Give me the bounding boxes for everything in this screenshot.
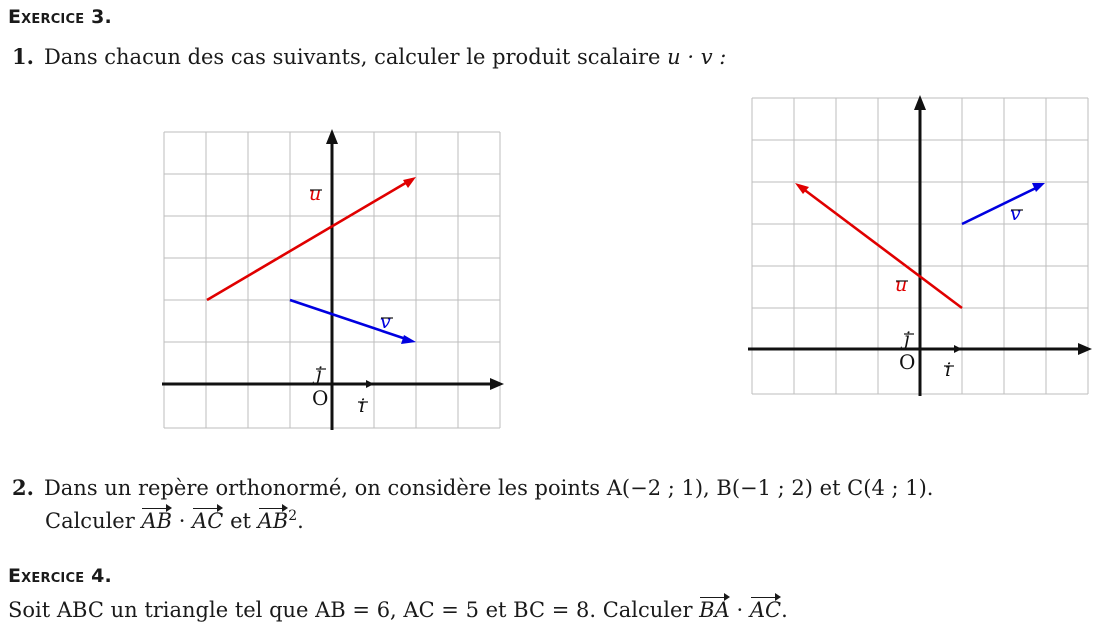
graph-1-i-label: i — [359, 395, 366, 417]
question-1-math: u · v : — [667, 45, 727, 69]
question-2-text: Dans un repère orthonormé, on considère les points A(−2 ; 1), B(−1 ; 2) et C(4 ; 1). — [43, 476, 934, 500]
vector-u-2 — [802, 188, 962, 308]
graph-2-v-label: v — [1010, 203, 1021, 225]
exercise-4-sentence: Soit ABC un triangle tel que AB = 6, AC = 5 et BC = 8. Calculer — [8, 598, 693, 622]
exercise-4-text — [8, 598, 788, 622]
question-2-prefix: Calculer — [45, 509, 135, 533]
vector-ab-squared: AB — [257, 509, 289, 533]
question-1-text: Dans chacun des cas suivants, calculer le produit scalaire — [43, 45, 661, 69]
graph-2-u-label: u — [895, 274, 908, 296]
graph-2-origin-label: O — [899, 350, 916, 374]
question-2-number: 2. — [12, 475, 34, 500]
graph-2-i-label: i — [945, 359, 952, 381]
question-1-number: 1. — [12, 44, 34, 69]
exponent-2: 2 — [288, 508, 298, 524]
vector-ba: BA — [699, 598, 730, 622]
graph-1-u-label: u — [309, 183, 322, 205]
graph-1 — [155, 125, 515, 435]
vector-u-1-arrowhead — [403, 177, 416, 188]
dot-operator: · — [178, 509, 186, 533]
vector-ac-ex4: AC — [749, 598, 782, 622]
vector-v-2 — [962, 187, 1038, 224]
vector-v-2-arrowhead — [1032, 183, 1045, 192]
vector-v-1 — [290, 300, 409, 340]
question-2-end: . — [297, 509, 304, 533]
exercise-4-dot: · — [736, 598, 744, 622]
graph-2-j-label: j — [904, 328, 910, 350]
question-1 — [12, 44, 726, 69]
vector-v-1-arrowhead — [401, 335, 416, 344]
graph-1-j-label: j — [316, 363, 322, 385]
question-2-line-2 — [45, 508, 304, 533]
vector-ac: AC — [192, 509, 224, 533]
conjunction-et: et — [230, 509, 251, 533]
exercise-4-end: . — [781, 598, 788, 622]
question-2 — [12, 475, 933, 500]
graph-2 — [740, 90, 1100, 400]
graph-1-origin-label: O — [312, 386, 329, 410]
vector-u-1 — [207, 181, 409, 300]
exercise-4-title: Exercice 4. — [8, 565, 112, 587]
exercise-3-title: Exercice 3. — [8, 6, 112, 28]
vector-ab: AB — [141, 509, 173, 533]
graph-1-v-label: v — [380, 311, 391, 333]
